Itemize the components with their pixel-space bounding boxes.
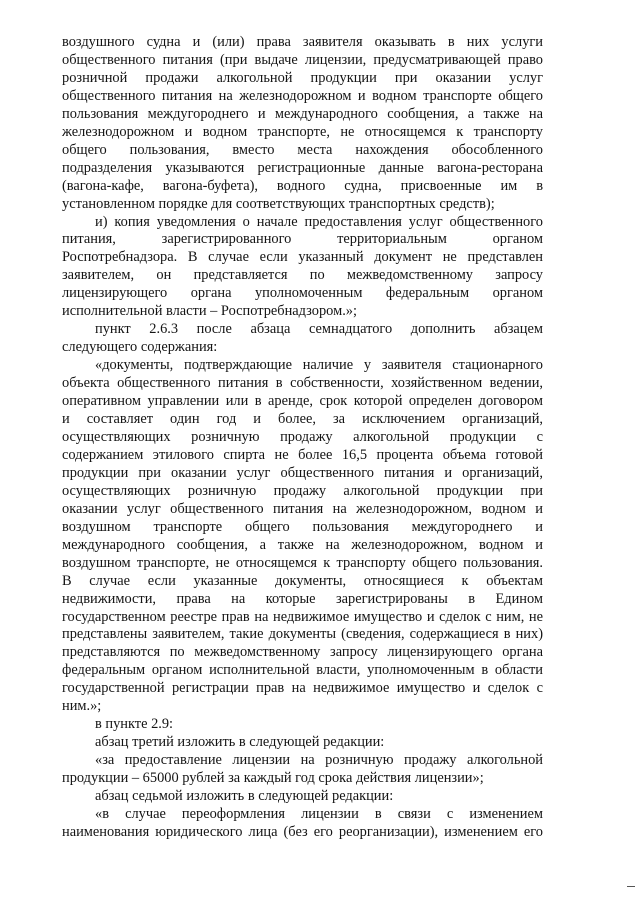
text-line: питания, зарегистрированного территориальным органом — [62, 231, 543, 248]
text-line: следующего содержания: — [62, 339, 218, 356]
text-line: воздушного судна и (или) права заявителя оказывать в них услуги — [62, 34, 543, 50]
text-line: осуществляющих розничную продажу алкогольной продукции с — [62, 428, 543, 445]
text-line: подразделения указываются регистрационные данные вагона-ресторана — [62, 159, 543, 176]
text-line: государственном реестре прав на недвижимое имущество и сделок с ним, не — [62, 608, 543, 625]
text-line: недвижимости, права на которые зарегистрированы в Едином — [62, 590, 543, 607]
text-line: продукции при оказании услуг общественного питания и организаций, — [62, 464, 543, 481]
text-line: пункт 2.6.3 после абзаца семнадцатого дополнить абзацем — [95, 321, 543, 338]
text-line: осуществляющих розничную продажу алкогольной продукции при — [62, 482, 543, 499]
text-line: оказании услуг общественного питания на железнодорожном, водном и — [62, 500, 543, 517]
text-line: представлены заявителем, такие документы (сведения, содержащиеся в них) — [62, 626, 543, 643]
text-line: воздушном транспорте общего пользования междугороднего и — [62, 518, 543, 535]
text-line: исполнительной власти – Роспотребнадзором.»; — [62, 303, 357, 320]
text-line: лицензирующего органа уполномоченным федеральным органом — [62, 285, 543, 302]
text-line: федеральным органом исполнительной власти, уполномоченным в области — [62, 662, 543, 679]
text-line: железнодорожном и водном транспорте, не относящемся к транспорту — [62, 123, 543, 140]
text-line: заявителем, он представляется по межведомственному запросу — [62, 267, 543, 284]
text-line: оперативном управлении или в аренде, срок которой определен договором — [62, 393, 543, 410]
text-line: государственной регистрации прав на недвижимое имущество и сделок с — [62, 680, 543, 697]
text-line: в пункте 2.9: — [95, 716, 174, 733]
text-line: розничной продажи алкогольной продукции при оказании услуг — [62, 69, 543, 86]
text-line: ним.»; — [62, 698, 102, 715]
text-line: содержанием этилового спирта не более 16,5 процента объема готовой — [62, 446, 543, 463]
text-line: продукции – 65000 рублей за каждый год срока действия лицензии»; — [62, 770, 484, 787]
page-edge-mark — [627, 886, 635, 887]
text-line: «в случае переоформления лицензии в связи с изменением — [95, 805, 543, 822]
text-line: общественного питания (при выдаче лицензии, предусматривающей право — [62, 51, 543, 68]
text-line: Роспотребнадзора. В случае если указанный документ не представлен — [62, 249, 543, 266]
text-line: объекта общественного питания в собственности, хозяйственном ведении, — [62, 375, 543, 392]
text-line: абзац третий изложить в следующей редакции: — [95, 734, 385, 751]
text-line: международного сообщения, а также на железнодорожном, водном и — [62, 536, 543, 553]
text-line: представляются по межведомственному запросу лицензирующего органа — [62, 644, 543, 661]
text-line: наименования юридического лица (без его реорганизации), изменением его — [62, 823, 543, 840]
text-line: «за предоставление лицензии на розничную продажу алкогольной — [95, 752, 543, 769]
text-line: пользования междугороднего и международного сообщения, а также на — [62, 105, 543, 122]
text-line: (вагона-кафе, вагона-буфета), водного судна, присвоенные им в — [62, 177, 543, 194]
text-line: В случае если указанные документы, относящиеся к объектам — [62, 572, 543, 589]
text-line: общего пользования, вместо места нахождения обособленного — [62, 141, 543, 158]
text-line: «документы, подтверждающие наличие у заявителя стационарного — [95, 357, 543, 374]
text-line: воздушном транспорте, не относящемся к транспорту общего пользования. — [62, 554, 543, 571]
text-line: абзац седьмой изложить в следующей редакции: — [95, 788, 394, 805]
text-line: и) копия уведомления о начале предоставления услуг общественного — [95, 213, 543, 230]
text-line: установленном порядке для соответствующих транспортных средств); — [62, 195, 495, 212]
document-page — [62, 34, 543, 842]
text-line: и составляет один год и более, за исключением организаций, — [62, 411, 543, 428]
text-line: общественного питания на железнодорожном и водном транспорте общего — [62, 87, 543, 104]
